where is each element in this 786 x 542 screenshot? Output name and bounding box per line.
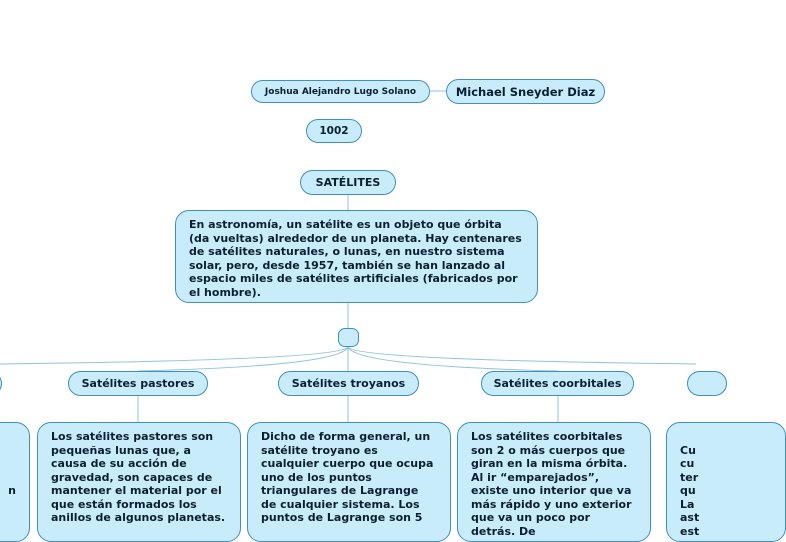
detail-node-troyanos[interactable] bbox=[247, 422, 451, 542]
branch-title-pastores: Satélites pastores bbox=[81, 377, 195, 390]
branch-line-coorbitales bbox=[348, 347, 558, 371]
branch-node-troyanos[interactable] bbox=[278, 371, 419, 396]
definition-node[interactable] bbox=[175, 210, 538, 303]
detail-text-coorbitales: Los satélites coorbitales son 2 o más cuerpos que giran en la misma órbita. Al ir “emparejados”, existe uno interior que va más rápido y uno exterior que va un poco por detrás. De bbox=[471, 430, 632, 538]
branch-line-far-right bbox=[348, 347, 696, 364]
branch-line-far-left bbox=[0, 347, 348, 364]
branch-title-troyanos: Satélites troyanos bbox=[291, 377, 406, 390]
author-secondary-node[interactable] bbox=[446, 79, 605, 104]
definition-text: En astronomía, un satélite es un objeto que órbita (da vueltas) alrededor de un planeta. Hay centenares de satélites naturales, o lunas, en nuestro sistema solar, pero, desde 1957, también se han lanzado al espacio miles de satélites artificiales (fabricados por el hombre). bbox=[189, 218, 522, 299]
detail-text-pastores: Los satélites pastores son pequeñas lunas que, a causa de su acción de gravedad, son capaces de mantener el material por el que están formados los anillos de algunos planetas. bbox=[51, 430, 226, 524]
topic-node[interactable] bbox=[300, 170, 396, 195]
detail-node-coorbitales[interactable] bbox=[457, 422, 651, 542]
branch-node-coorbitales[interactable] bbox=[481, 371, 634, 396]
author-primary-label: Joshua Alejandro Lugo Solano bbox=[264, 86, 417, 97]
author-primary-node[interactable] bbox=[251, 80, 430, 103]
branch-node-partial-right[interactable] bbox=[687, 371, 727, 396]
group-label: 1002 bbox=[319, 125, 349, 137]
detail-partial-left-text: n bbox=[8, 484, 16, 497]
branch-title-coorbitales: Satélites coorbitales bbox=[493, 377, 622, 390]
detail-node-partial-left[interactable] bbox=[0, 422, 30, 542]
branch-node-pastores[interactable] bbox=[68, 371, 208, 396]
branch-line-pastores bbox=[138, 347, 348, 371]
group-node[interactable] bbox=[306, 119, 362, 143]
detail-text-troyanos: Dicho de forma general, un satélite troyano es cualquier cuerpo que ocupa uno de los puntos triangulares de Lagrange de cualquier sistema. Los puntos de Lagrange son 5 bbox=[261, 430, 434, 524]
detail-node-pastores[interactable] bbox=[37, 422, 241, 542]
detail-partial-right-text: Cu cu ter qu La ast est bbox=[680, 443, 700, 538]
author-secondary-label: Michael Sneyder Diaz bbox=[455, 84, 596, 99]
hub-node[interactable] bbox=[338, 328, 359, 347]
detail-node-partial-right[interactable] bbox=[666, 422, 786, 542]
topic-label: SATÉLITES bbox=[315, 176, 381, 189]
